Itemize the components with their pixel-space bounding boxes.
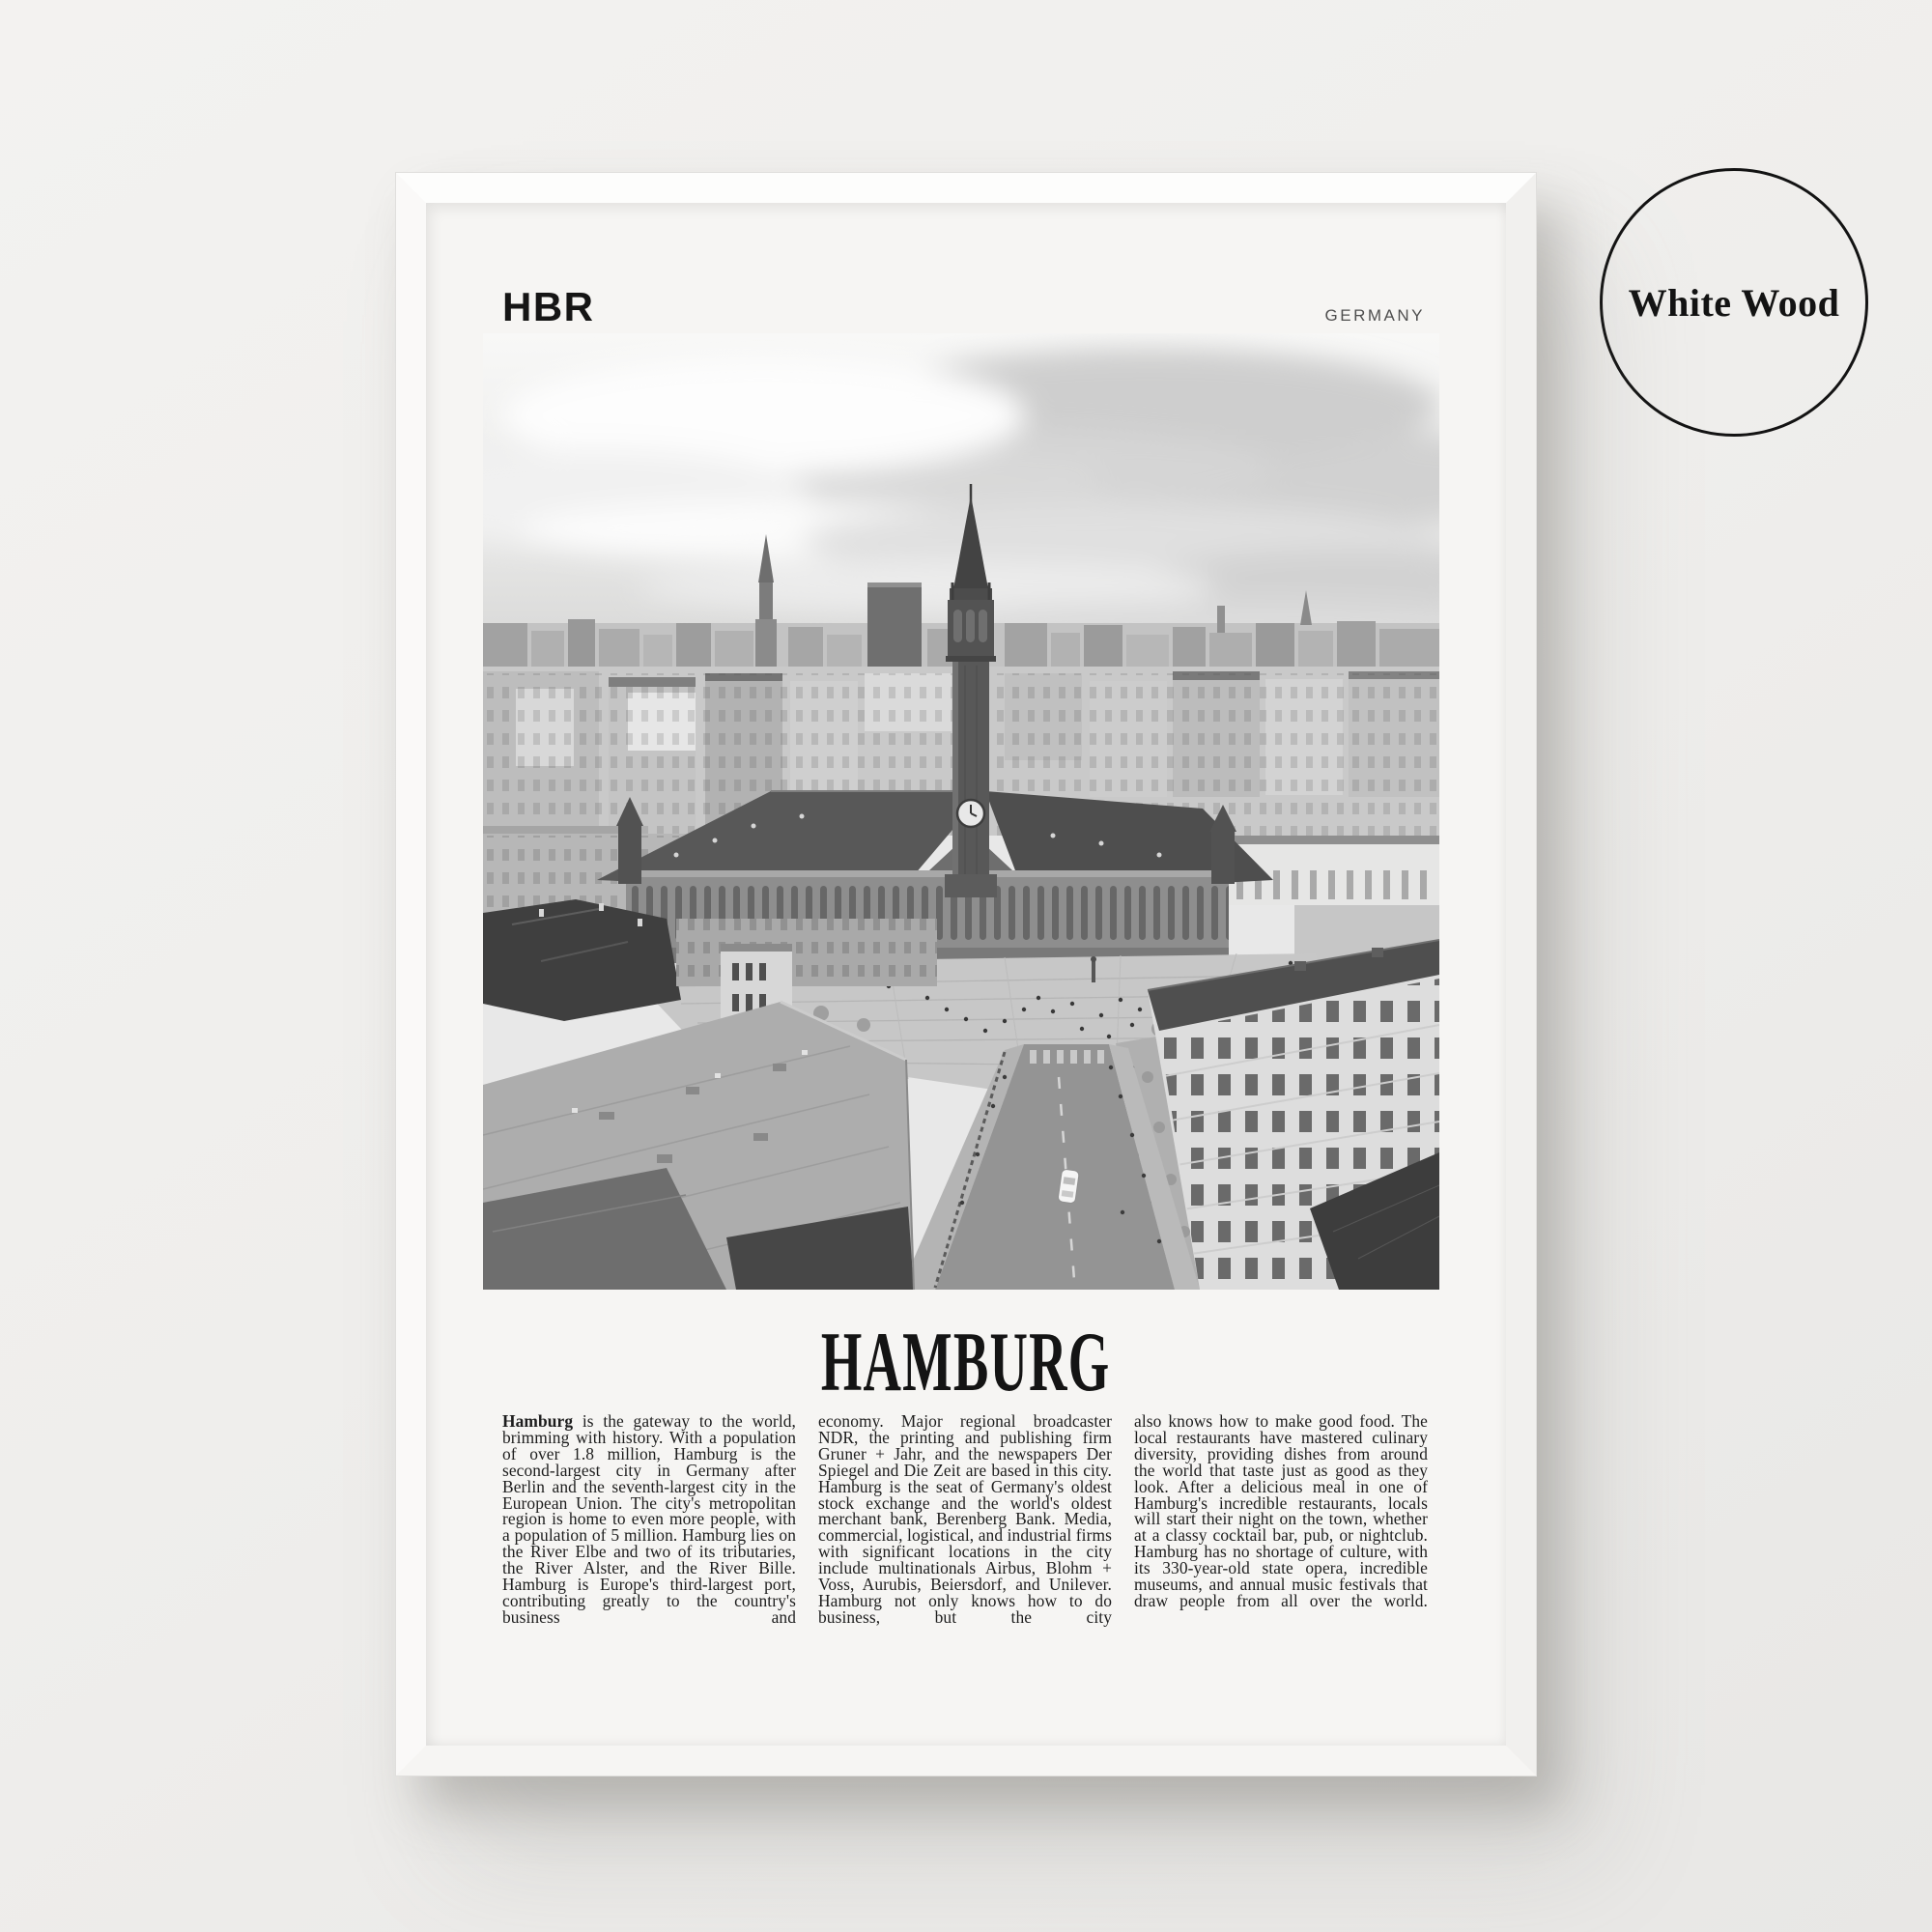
text-column-1: Hamburg is the gateway to the world, brimming with history. With a population of over 1.8 million, Hamburg is the second-largest city in Germany after Berlin and the seventh-largest city in the European Union. The city's metropolitan region is home to even more people, with a population of 5 million. Hamburg lies on the River Elbe and two of its tributaries, the River Alster, and the River Bille. Hamburg is Europe's third-largest port, contributing greatly to the country's business and (502, 1411, 796, 1627)
poster-header (502, 284, 1425, 330)
hamburg-photo (483, 333, 1439, 1290)
brand-logo: HBR (502, 284, 595, 329)
hamburg-photo-illustration (483, 333, 1439, 1290)
text-column-3: also knows how to make good food. The local restaurants have mastered culinary diversity, providing dishes from around the world that taste just as good as they look. After a delicious meal in one of Hamburg's incredible restaurants, locals will start their night on the town, whether at a classy cocktail bar, pub, or nightclub. Hamburg has no shortage of culture, with its 330-year-old state opera, incredible museums, and annual music festivals that draw people from all over the world. (1134, 1411, 1428, 1610)
country-label: GERMANY (1324, 306, 1425, 325)
poster-paper (426, 203, 1506, 1746)
poster-title: HAMBURG (821, 1316, 1111, 1409)
frame-style-badge (1600, 168, 1868, 437)
poster-frame (396, 173, 1536, 1776)
foreground-rooftops (483, 899, 937, 1290)
tower-clock (957, 800, 984, 827)
text-column-2: economy. Major regional broadcaster NDR, the printing and publishing firm Gruner + Jahr, and the newspapers Der Spiegel and Die Zeit are based in this city. Hamburg is the seat of Germany's oldest stock exchange and the world's oldest merchant bank, Berenberg Bank. Media, commercial, logistical, and industrial firms with significant locations in the city include multinationals Airbus, Blohm + Voss, Aurubis, Beiersdorf, and Unilever. Hamburg not only knows how to do business, but the city (818, 1411, 1112, 1627)
article-columns (502, 1413, 1430, 1626)
badge-label: White Wood (1628, 280, 1840, 325)
lead-word: Hamburg (502, 1411, 574, 1431)
